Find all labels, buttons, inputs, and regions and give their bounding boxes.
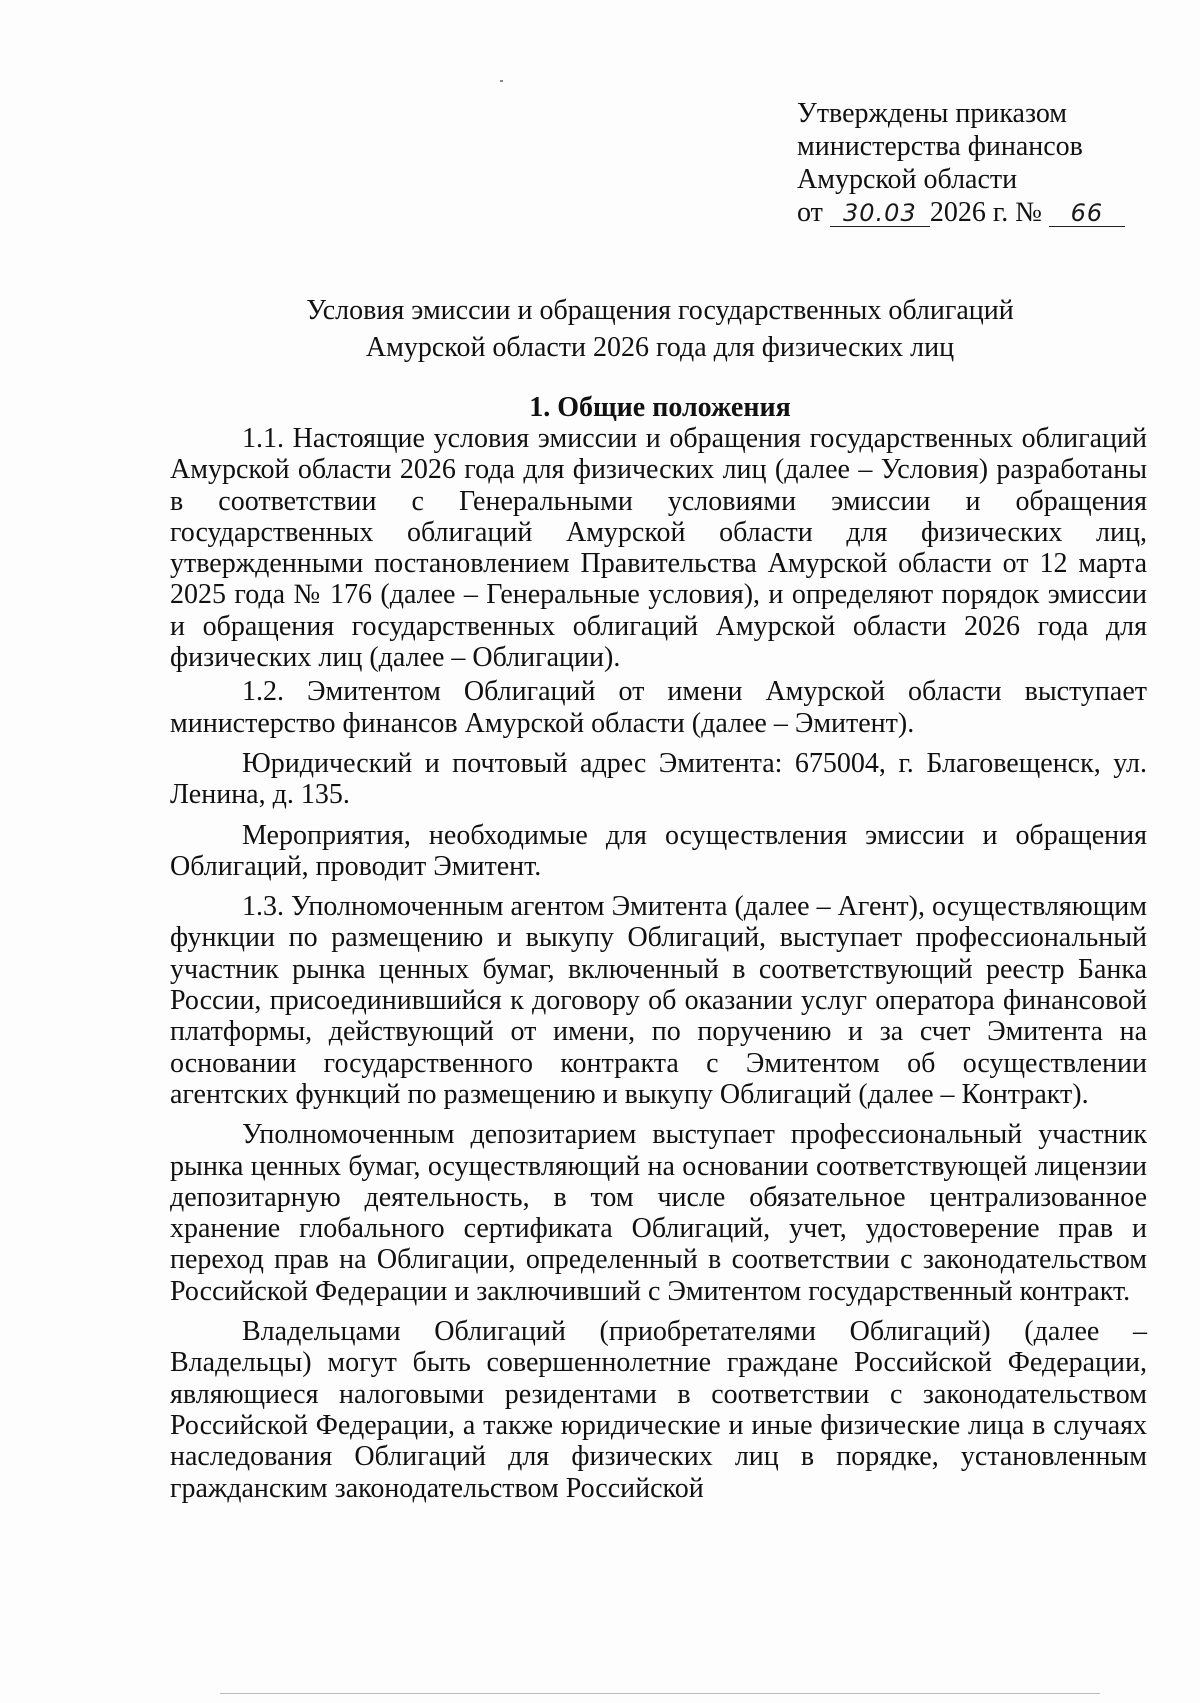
paragraph-events: Мероприятия, необходимые для осуществления эмиссии и обращения Облигаций, проводит Эмитент.: [170, 819, 1147, 882]
paragraph-owners: Владельцами Облигаций (приобретателями Облигаций) (далее – Владельцы) могут быть совершеннолетние граждане Российской Федерации, являющиеся налоговыми резидентами в соответствии с законодательством Российской Федерации, а также юридические и иные физические лица в случаях наследования Облигаций для физических лиц в порядке, установленным гражданским законодательством Российской: [170, 1316, 1147, 1504]
approval-date-blank: [830, 200, 930, 227]
approval-date-line: [797, 196, 1125, 229]
approval-stamp-block: [797, 97, 1125, 229]
scan-speck: [500, 80, 503, 82]
document-body: [170, 423, 1147, 1504]
paragraph-depositary: Уполномоченным депозитарием выступает профессиональный участник рынка ценных бумаг, осуществляющий на основании соответствующей лицензии депозитарную деятельность, в том числе обязательное централизованное хранение глобального сертификата Облигаций, учет, удостоверение прав и переход прав на Облигации, определенный в соответствии с законодательством Российской Федерации и заключивший с Эмитентом государственный контракт.: [170, 1119, 1147, 1307]
document-title-line-2: Амурской области 2026 года для физических лиц: [365, 332, 955, 363]
section-heading: 1. Общие положения: [529, 392, 791, 423]
document-title-line-1: Условия эмиссии и обращения государственных облигаций: [306, 295, 1014, 326]
approval-line-3: Амурской области: [797, 164, 1018, 195]
paragraph-address: Юридический и почтовый адрес Эмитента: 675004, г. Благовещенск, ул. Ленина, д. 135.: [170, 747, 1147, 811]
handwritten-date: 30.03: [843, 199, 917, 227]
approval-year-suffix: 2026 г. №: [929, 197, 1042, 228]
document-title: [170, 292, 1150, 366]
paragraph-1-2: 1.2. Эмитентом Облигаций от имени Амурской области выступает министерство финансов Амурской области (далее – Эмитент).: [170, 676, 1147, 739]
paragraph-1-3: 1.3. Уполномоченным агентом Эмитента (далее – Агент), осуществляющим функции по размещению и выкупу Облигаций, выступает профессиональный участник рынка ценных бумаг, включенный в соответствующий реестр Банка России, присоединившийся к договору об оказании услуг оператора финансовой платформы, действующий от имени, по поручению и за счет Эмитента на основании государственного контракта с Эмитентом об осуществлении агентских функций по размещению и выкупу Облигаций (далее – Контракт).: [170, 891, 1147, 1110]
approval-from-prefix: от: [797, 197, 823, 228]
paragraph-1-1: 1.1. Настоящие условия эмиссии и обращения государственных облигаций Амурской области 2026 года для физических лиц (далее – Условия) разработаны в соответствии с Генеральными условиями эмиссии и обращения государственных облигаций Амурской области для физических лиц, утвержденными постановлением Правительства Амурской области от 12 марта 2025 года № 176 (далее – Генеральные условия), и определяют порядок эмиссии и обращения государственных облигаций Амурской области 2026 года для физических лиц (далее – Облигации).: [170, 423, 1147, 674]
handwritten-number: 66: [1070, 199, 1104, 227]
approval-line-2: министерства финансов: [797, 131, 1083, 162]
approval-line-1: Утверждены приказом: [797, 98, 1068, 129]
scan-bottom-edge: [220, 1693, 1100, 1694]
approval-number-blank: [1049, 200, 1125, 227]
